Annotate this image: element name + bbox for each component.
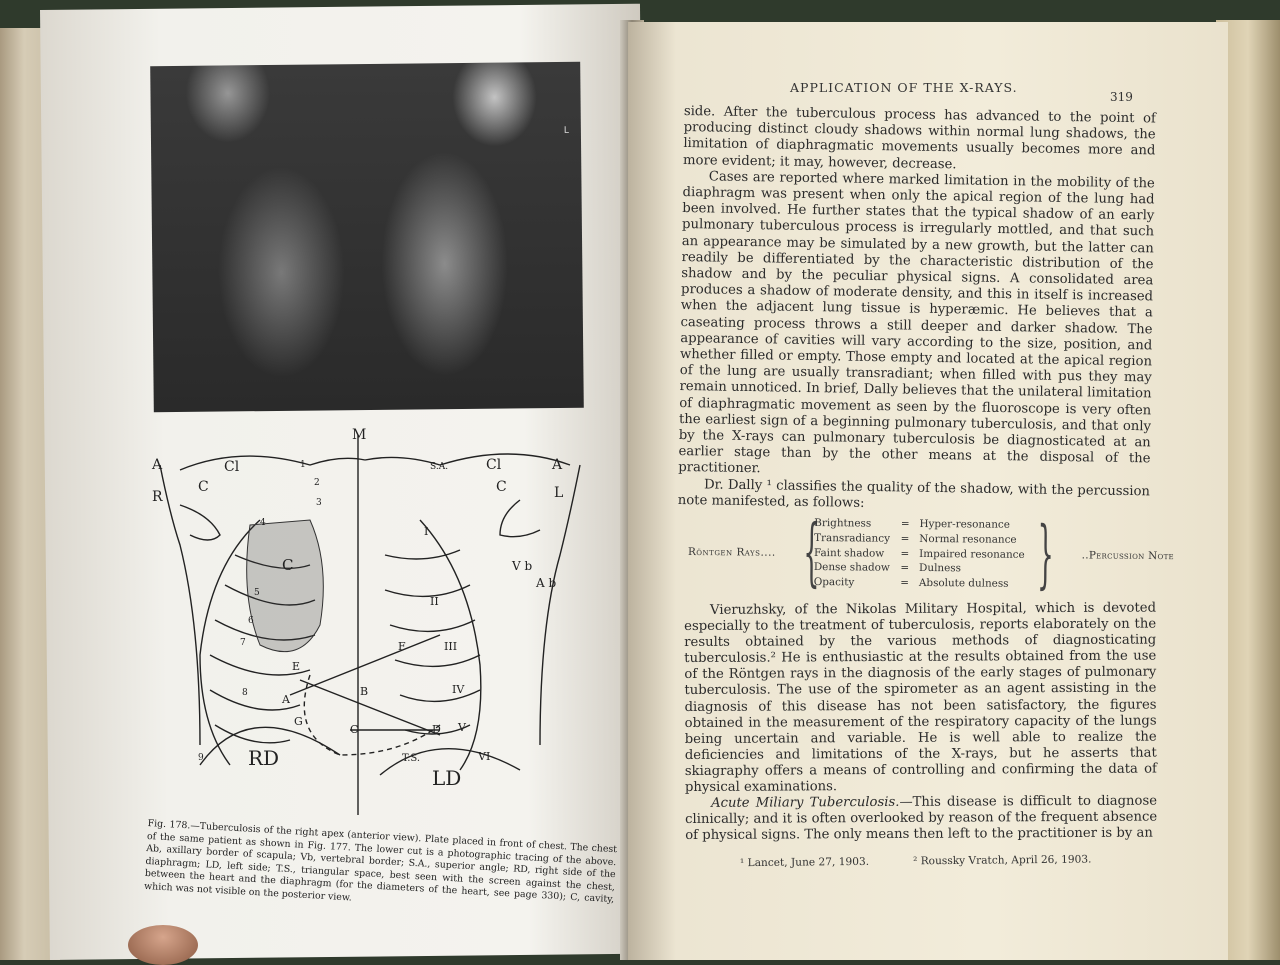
label-point-f: F [398, 640, 406, 653]
label-point-e: E [292, 660, 301, 673]
table-cell-equals: = [900, 562, 910, 575]
paragraph-3: Dr. Dally ¹ classifies the quality of the shadow, with the percussion note manifested, as follows: [677, 477, 1151, 511]
label-ld: LD [432, 766, 462, 790]
label-rib-6: 6 [248, 616, 254, 626]
table-rows [814, 517, 1045, 593]
label-a-right: A [552, 457, 563, 473]
table-cell-ray: Faint shadow [813, 546, 885, 560]
xray-marker: L [563, 125, 569, 136]
label-point-g: G [294, 715, 303, 728]
label-rib-V: V [458, 721, 466, 734]
label-r: R [152, 489, 163, 505]
left-brace: { [802, 508, 821, 596]
chest-tracing-diagram [140, 425, 610, 820]
label-rib-7: 7 [240, 638, 246, 648]
label-rd: RD [248, 746, 280, 770]
body-text-bottom [684, 601, 1157, 845]
right-brace: } [1036, 510, 1055, 598]
label-midline: M [352, 427, 367, 443]
table-cell-ray: Opacity [813, 576, 855, 589]
label-sa: S.A. [430, 462, 449, 472]
paragraph-4: Vieruzhsky, of the Nikolas Military Hospital, which is devoted especially to the treatment of tuberculosis, reports elaborately on the results obtained by the various methods of diagnosticating tuberculosis.² He is enthusiastic at the results obtained from the use of the Röntgen rays in the diagnosis of the early stages of pulmonary tuberculosis. The use of the spirometer as an agent assisting in the diagnosis of this disease has not been satisfactory, the figures obtained in the measurement of the respiratory capacity of the lungs being uncertain and variable. He is well able to realize the deficiencies and limitations of the X-rays, but he asserts that skiagraphy offers a means of controlling and confirming the data of physical examinations. [684, 600, 1157, 796]
table-cell-ray: Brightness [814, 517, 872, 530]
table-cell-equals: = [900, 517, 910, 530]
paragraph-5-title: Acute Miliary Tuberculosis. [711, 794, 900, 811]
label-rib-4: 4 [260, 518, 266, 528]
label-rib-8: 8 [242, 688, 248, 698]
label-c-right: C [496, 479, 507, 495]
footnote-1: ¹ Lancet, June 27, 1903. [739, 855, 870, 870]
paragraph-5 [685, 794, 1157, 845]
paragraph-1: side. After the tuberculous process has advanced to the point of producing distinct cloudy shadows within normal lung shadows, the limitation of diaphragmatic movements usually becomes more and more evident; it may, however, decrease. [683, 104, 1156, 172]
classification-table [684, 508, 1175, 598]
table-cell-ray: Dense shadow [813, 561, 890, 575]
label-rib-IV: IV [452, 683, 465, 696]
label-point-c: C [350, 723, 359, 736]
figure-caption: Fig. 178.—Tuberculosis of the right apex (anterior view). Plate placed in front of chest. The chest of the same patient as shown in Fig. 177. The lower cut is a photographic tracing of the above. Ab, axillary border of scapula; Vb, vertebral border; S.A., superior angle; RD, right side of the diaphragm; LD, left side; T.S., triangular space, best seen with the screen against the chest, between the heart and the diaphragm (for the diameters of the heart, see page 330); C, cavity, which was not visible on the posterior view. [143, 818, 618, 906]
body-text-top [678, 104, 1156, 516]
label-cavity: C [282, 556, 294, 574]
paragraph-5-text: —This disease is difficult to diagnose clinically; and it is often overlooked by reason of the frequent absence of physical signs. The only means then left to the practitioner is by an [685, 793, 1158, 844]
table-cell-note: Normal resonance [919, 532, 1017, 546]
label-point-a: A [282, 693, 290, 706]
table-right-label: ..Percussion Note [1081, 549, 1175, 563]
footnote-2: ² Roussky Vratch, April 26, 1903. [913, 853, 1092, 868]
label-cl-right: Cl [486, 457, 502, 473]
label-rib-VI: VI [478, 750, 491, 763]
label-c-left: C [198, 479, 209, 495]
label-l: L [554, 485, 564, 501]
table-cell-note: Dulness [919, 562, 961, 575]
label-a-left: A [152, 457, 163, 473]
tracing-svg [140, 425, 610, 820]
table-cell-equals: = [900, 576, 910, 590]
page-number: 319 [1110, 90, 1133, 104]
label-point-b: B [360, 685, 369, 698]
label-rib-2: 2 [314, 478, 320, 488]
table-cell-ray: Transradiancy [814, 531, 891, 545]
label-rib-9: 9 [198, 753, 204, 763]
table-cell-note: Absolute dulness [918, 577, 1009, 590]
table-cell-note: Hyper-resonance [919, 517, 1010, 531]
label-rib-I: I [424, 525, 429, 538]
label-ab: A b [536, 576, 557, 590]
table-cell-equals: = [900, 532, 910, 545]
table-cell-note: Impaired resonance [919, 547, 1025, 561]
label-rib-3: 3 [316, 498, 322, 508]
table-row [814, 576, 1044, 593]
chest-xray-image [150, 62, 584, 412]
label-point-d: D [432, 723, 441, 736]
label-ts: T.S. [402, 753, 421, 764]
label-rib-III: III [444, 640, 458, 653]
label-rib-II: II [430, 595, 439, 608]
table-cell-equals: = [900, 547, 910, 560]
paragraph-2: Cases are reported where marked limitation in the mobility of the diaphragm was present when only the apical region of the lung had been involved. He further states that the typical shadow of an early pulmonary tuberculous process is irregularly mottled, and that such an appearance may be simulated by a new growth, but the latter can readily be differentiated by the characteristic distribution of the shadow and by the peculiar physical signs. A consolidated area produces a shadow of moderate density, and this in itself is increased when the adjacent lung tissue is hyperæmic. He believes that a caseating process throws a still deeper and darker shadow. The appearance of cavities will vary according to the size, position, and whether filled or empty. Those empty and located at the apical region of the lung are usually transradiant; when filled with pus they may remain unnoticed. In brief, Dally believes that the unilateral limitation of diaphragmatic movement as seen by the fluoroscope is very often the earliest sign of a beginning pulmonary tuberculosis, and that only by the X-rays can pulmonary tuberculosis be diagnosticated at an earlier stage than by the other means at the disposal of the practitioner. [678, 169, 1155, 477]
table-left-label: Röntgen Rays.... [687, 545, 776, 559]
label-vb: V b [512, 559, 533, 573]
thumb [128, 925, 198, 965]
label-rib-5: 5 [254, 588, 260, 598]
label-cl-left: Cl [224, 459, 240, 475]
label-rib-1: 1 [300, 460, 306, 470]
running-head: APPLICATION OF THE X-RAYS. [790, 80, 1018, 95]
